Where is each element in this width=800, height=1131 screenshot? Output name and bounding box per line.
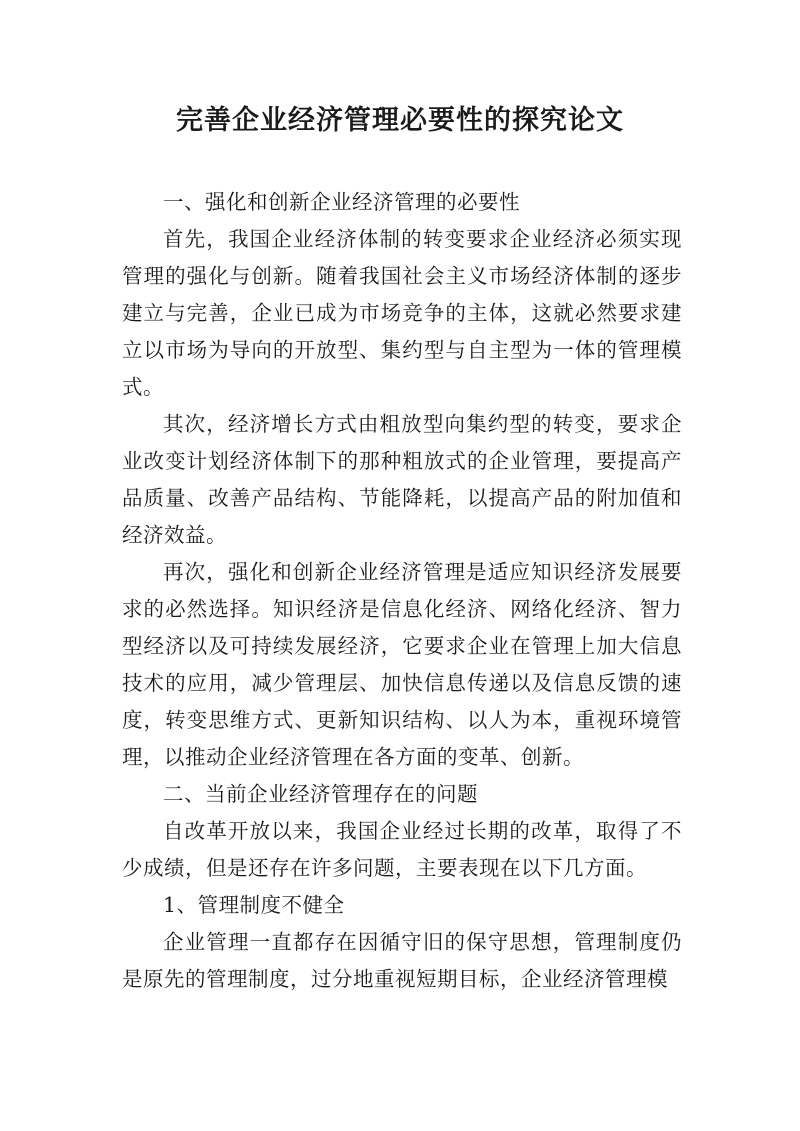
paragraph-1: 首先，我国企业经济体制的转变要求企业经济必须实现管理的强化与创新。随着我国社会主义市场经济体制的逐步建立与完善，企业已成为市场竞争的主体，这就必然要求建立以市场为导向的开放型、集约型与自主型为一体的管理模式。 [122,227,682,399]
section-heading-1: 一、强化和创新企业经济管理的必要性 [163,190,520,214]
section-heading-2: 二、当前企业经济管理存在的问题 [163,782,478,806]
subsection-heading-1: 1、管理制度不健全 [163,893,345,917]
document-body [122,184,682,998]
paragraph-2: 其次，经济增长方式由粗放型向集约型的转变，要求企业改变计划经济体制下的那种粗放式的企业管理，要提高产品质量、改善产品结构、节能降耗，以提高产品的附加值和经济效益。 [122,412,682,547]
document-title: 完善企业经济管理必要性的探究论文 [176,105,624,136]
paragraph-3: 再次，强化和创新企业经济管理是适应知识经济发展要求的必然选择。知识经济是信息化经济、网络化经济、智力型经济以及可持续发展经济，它要求企业在管理上加大信息技术的应用，减少管理层、加快信息传递以及信息反馈的速度，转变思维方式、更新知识结构、以人为本，重视环境管理，以推动企业经济管理在各方面的变革、创新。 [122,560,682,769]
paragraph-5: 企业管理一直都存在因循守旧的保守思想，管理制度仍是原先的管理制度，过分地重视短期目标，企业经济管理模 [122,930,682,991]
paragraph-4: 自改革开放以来，我国企业经过长期的改革，取得了不少成绩，但是还存在许多问题，主要表现在以下几方面。 [122,819,682,880]
